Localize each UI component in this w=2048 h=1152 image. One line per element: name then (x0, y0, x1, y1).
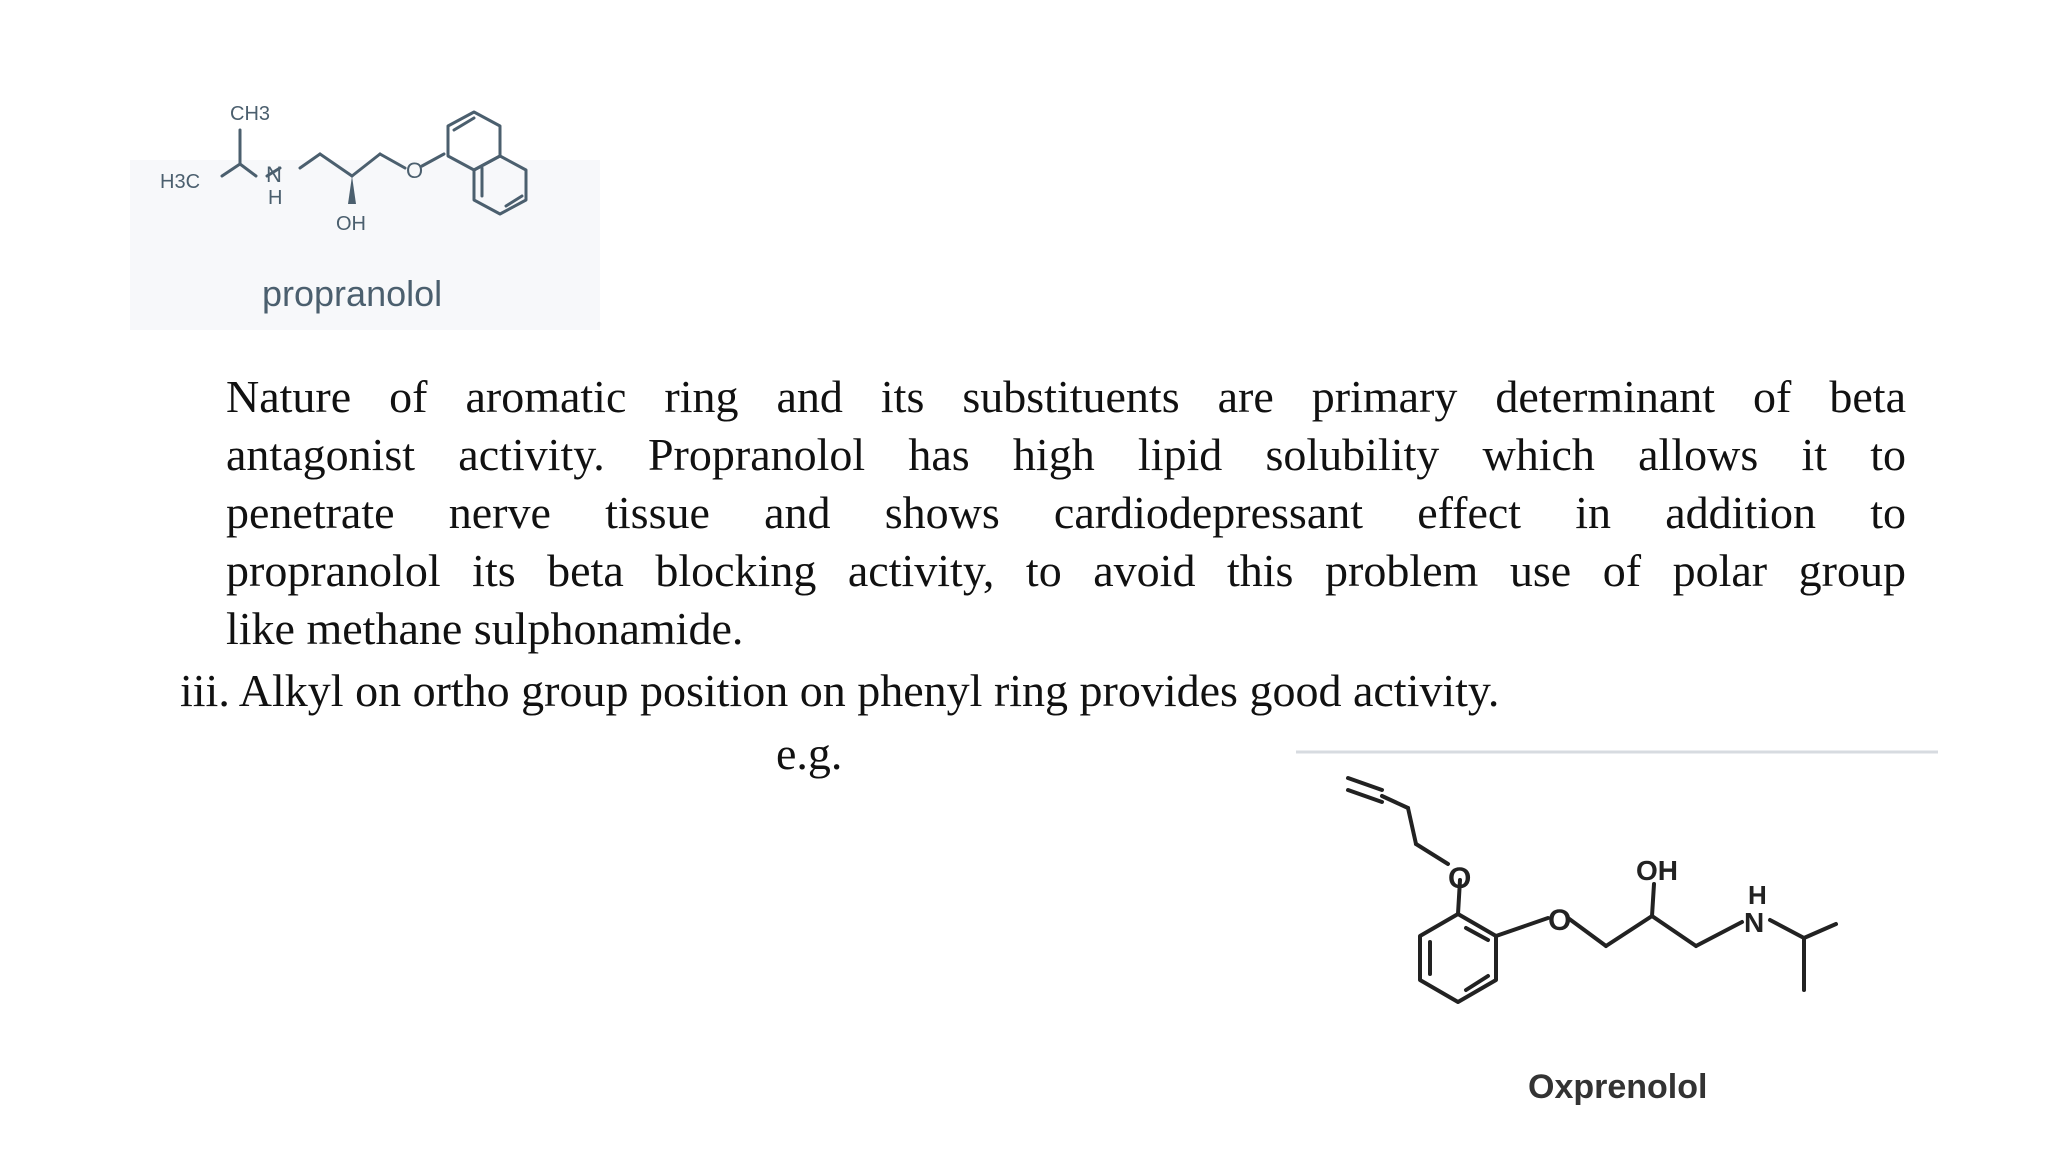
propranolol-structure (130, 80, 600, 340)
oxprenolol-n-label: N (1744, 907, 1765, 938)
oxprenolol-o1-label: O (1448, 862, 1472, 895)
oxprenolol-o2-label: O (1548, 904, 1572, 937)
oxprenolol-h-label: H (1748, 880, 1767, 910)
paragraph-line-5: like methane sulphonamide. (226, 603, 744, 654)
propranolol-oh-label: OH (336, 213, 366, 235)
propranolol-caption: propranolol (262, 273, 443, 314)
point-iii: iii. Alkyl on ortho group position on phenyl ring provides good activity. (180, 665, 1500, 716)
propranolol-n-label: N (266, 162, 282, 187)
paragraph-line-3: penetrate nerve tissue and shows cardiodepressant effect in addition to (226, 487, 1906, 538)
propranolol-o-label: O (406, 158, 424, 183)
paragraph-line-4: propranolol its beta blocking activity, to avoid this problem use of polar group (226, 545, 1906, 596)
propranolol-ch3-label: CH3 (230, 103, 271, 125)
oxprenolol-oh-label: OH (1636, 855, 1678, 886)
eg-label: e.g. (776, 728, 843, 779)
beta-antagonist-paragraph (226, 368, 1906, 658)
oxprenolol-caption: Oxprenolol (1528, 1068, 1708, 1106)
oxprenolol-structure (1296, 740, 1946, 1120)
paragraph-line-2: antagonist activity. Propranolol has high lipid solubility which allows it to (226, 429, 1906, 480)
propranolol-h3c-label: H3C (160, 171, 201, 193)
paragraph-line-1: Nature of aromatic ring and its substituents are primary determinant of beta (226, 371, 1906, 422)
propranolol-h-label: H (268, 187, 283, 209)
